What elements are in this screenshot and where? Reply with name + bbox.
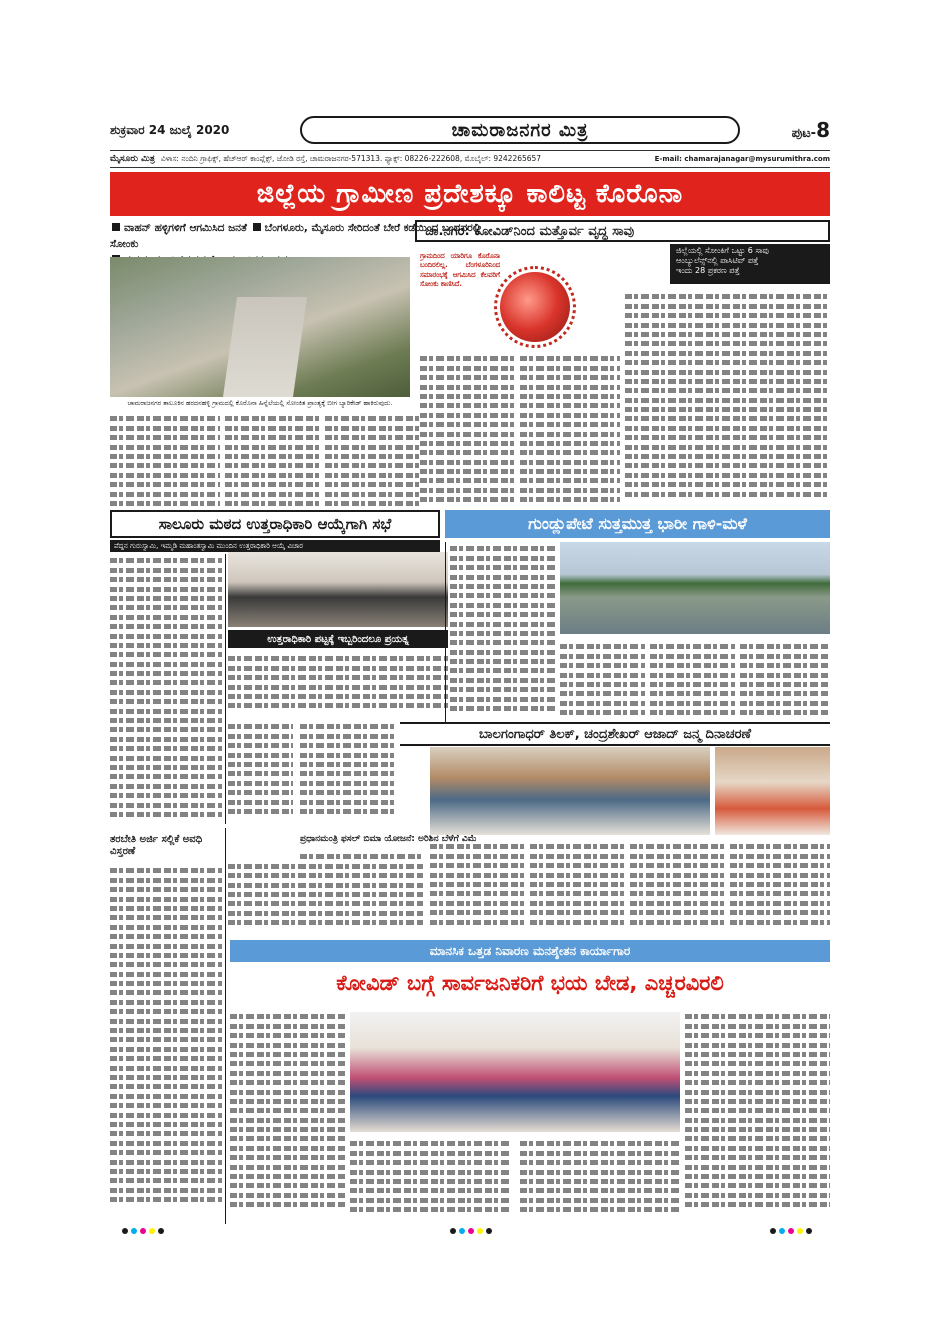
workshop-photo (350, 1012, 680, 1132)
tarabeti-column (110, 864, 222, 1224)
gundlupet-column-4 (740, 640, 830, 720)
gundlupet-headline: ಗುಂಡ್ಲುಪೇಟೆ ಸುತ್ತಮುತ್ತ ಭಾರೀ ಗಾಳಿ-ಮಳೆ (445, 510, 830, 538)
brand-name: ಮೈಸೂರು ಮಿತ್ರ (110, 154, 155, 164)
covid-column-4 (685, 1010, 830, 1220)
story-column-5 (520, 352, 620, 507)
color-registration-marks (450, 1228, 492, 1234)
death-story-points (670, 244, 830, 284)
salooru-column-1 (110, 554, 222, 824)
page-number (760, 118, 830, 142)
point: ಇಂದು 28 ಪ್ರಕರಣ ಪತ್ತೆ (676, 266, 740, 275)
column-rule (225, 828, 226, 1224)
covid-column-1 (230, 1010, 345, 1220)
fasal-column (228, 850, 423, 936)
portrait-photo (715, 747, 830, 835)
paper-name: ಚಾಮರಾಜನಗರ ಮಿತ್ರ (300, 116, 740, 144)
story-column-1 (110, 412, 220, 507)
gundlupet-column-1 (450, 542, 555, 720)
meeting-photo (228, 552, 448, 627)
salooru-column-3 (300, 720, 395, 825)
point: ಆಂಬ್ಯುಲೆನ್ಸ್‌ನಲ್ಲಿ ಪಾಸಿಟಿವ್ ಪತ್ತೆ (676, 256, 759, 265)
tilak-column-2 (530, 840, 625, 935)
column-rule (445, 542, 446, 722)
info-bar (110, 150, 830, 168)
salooru-column-2 (228, 720, 293, 825)
column-rule (225, 554, 226, 824)
point: ಜಿಲ್ಲೆಯಲ್ಲಿ ಸೋಂಕಿಗೆ ಒಟ್ಟು 6 ಸಾವು (676, 246, 769, 255)
bullet-text: ವಾಹನ್ ಹಳ್ಳಿಗಳಿಗೆ ಆಗಮಿಸಿದ ಜನತೆ (124, 222, 247, 234)
salooru-inset-headline: ಉತ್ತರಾಧಿಕಾರಿ ಪಟ್ಟಕ್ಕೆ ಇಬ್ಬರಿಂದಲೂ ಪ್ರಯತ್ನ (228, 630, 448, 648)
masthead (110, 112, 830, 148)
virus-icon (500, 272, 570, 342)
main-headline: ಜಿಲ್ಲೆಯ ಗ್ರಾಮೀಣ ಪ್ರದೇಶಕ್ಕೂ ಕಾಲಿಟ್ಟ ಕೊರೊನಾ (110, 172, 830, 216)
covid-awareness-headline: ಕೋವಿಡ್ ಬಗ್ಗೆ ಸಾರ್ವಜನಿಕರಿಗೆ ಭಯ ಬೇಡ, ಎಚ್ಚರವಿರಲಿ (336, 970, 724, 995)
fasal-headline: ಪ್ರಧಾನಮಂತ್ರಿ ಫಸಲ್ ಬಿಮಾ ಯೋಜನೆ: ಅರಿಶಿನ ಬೆಳೆಗೆ ವಿಮೆ (300, 834, 477, 844)
newspaper-page (110, 112, 830, 1224)
tribute-photo (430, 747, 710, 835)
flood-photo (560, 542, 830, 634)
road-photo-caption: ಚಾಮರಾಜನಗರ ತಾಲೂಕಿನ ಹರದನಹಳ್ಳಿ ಗ್ರಾಮದಲ್ಲಿ ಕೊರೊನಾ ಹಿನ್ನೆಲೆಯಲ್ಲಿ ಸೋಂಕಿತ ಪ್ರಾಂತ್ಯಕ್ಕೆ ಬೀಗ ಬ್ಯಾರಿಕೇಡ್ ಹಾಕಿರುವುದು. (127, 399, 393, 407)
email-line: E-mail: chamarajanagar@mysurumithra.com (654, 155, 830, 163)
tilak-column-3 (630, 840, 725, 935)
death-story-headline: ಚಾ.ನಗರ: ಕೋವಿಡ್‌ನಿಂದ ಮತ್ತೊರ್ವ ವೃದ್ಧ ಸಾವು (415, 220, 830, 242)
page-number-value: 8 (816, 118, 830, 142)
issue-date: ಶುಕ್ರವಾರ 24 ಜುಲೈ 2020 (110, 122, 230, 137)
story-column-4 (420, 352, 515, 507)
bullet-icon (112, 223, 120, 231)
bullet-icon (253, 223, 261, 231)
salooru-headline: ಸಾಲೂರು ಮಠದ ಉತ್ತರಾಧಿಕಾರಿ ಆಯ್ಕೆಗಾಗಿ ಸಭೆ (110, 510, 440, 538)
covid-column-2 (350, 1137, 510, 1222)
page-label: ಪುಟ- (791, 126, 817, 141)
story-column-3 (325, 412, 420, 507)
bullet-text: ಬೆಂಗಳೂರು, ಮೈಸೂರು ಸೇರಿದಂತೆ ಬೇರೆ ಕಡೆಯಿಂದ ಬಂದವರಲ್ಲಿ ಸೋಂಕು (110, 222, 481, 250)
tilak-column-4 (730, 840, 830, 935)
story-column-6 (625, 290, 830, 507)
salooru-subline: ಪೆದ್ದನ ಗುರುಸ್ವಾಮಿ, ಇಮ್ಮಡಿ ಮಹಾಂತಸ್ವಾಮಿ ಮುಂದಿನ ಉತ್ತರಾಧಿಕಾರಿ ಆಯ್ಕೆ ವಿಚಾರ (110, 540, 440, 552)
tilak-column-1 (430, 840, 525, 935)
color-registration-marks (770, 1228, 812, 1234)
tarabeti-headline: ತರಬೇತಿ ಅರ್ಜಿ ಸಲ್ಲಿಕೆ ಅವಧಿ ವಿಸ್ತರಣೆ (110, 834, 203, 857)
road-barricade-photo (110, 257, 410, 397)
mental-health-headline: ಮಾನಸಿಕ ಒತ್ತಡ ನಿವಾರಣ ಮನಶ್ಶೇತನ ಕಾರ್ಯಾಗಾರ (230, 940, 830, 962)
salooru-inset-text (228, 652, 448, 712)
color-registration-marks (122, 1228, 164, 1234)
tilak-headline: ಬಾಲಗಂಗಾಧರ್ ತಿಲಕ್, ಚಂದ್ರಶೇಖರ್ ಆಜಾದ್ ಜನ್ಮ ದಿನಾಚರಣೆ (400, 722, 830, 746)
covid-column-3 (520, 1137, 680, 1222)
virus-quote: ಗ್ರಾಮದಿಂದ ಯಾರಿಗೂ ಕೊರೊನಾ ಬಂದಿರಲಿಲ್ಲ. ಬೆಂಗಳೂರಿನಿಂದ ಸಮಾರಂಭಕ್ಕೆ ಆಗಮಿಸಿದ ಕೆಲವರಿಗೆ ಸೋಂಕು ಕಾಣಿಸಿದೆ. (420, 252, 500, 289)
gundlupet-column-3 (650, 640, 735, 720)
story-column-2 (225, 412, 320, 507)
address-line: ವಿಳಾಸ: ನಂದಿನಿ ಗ್ರಾಫಿಕ್ಸ್, ಹೆಚ್‌ಆರ್ ಕಾಂಪ್ಲೆಕ್ಸ್, ಜೋಡಿ ರಸ್ತೆ, ಚಾಮರಾಜನಗರ-571313. ಫ್ಯಾಕ್ಸ್: 08226-222608, ಮೊಬೈಲ್: 9242265657 (160, 154, 542, 163)
gundlupet-column-2 (560, 640, 645, 720)
